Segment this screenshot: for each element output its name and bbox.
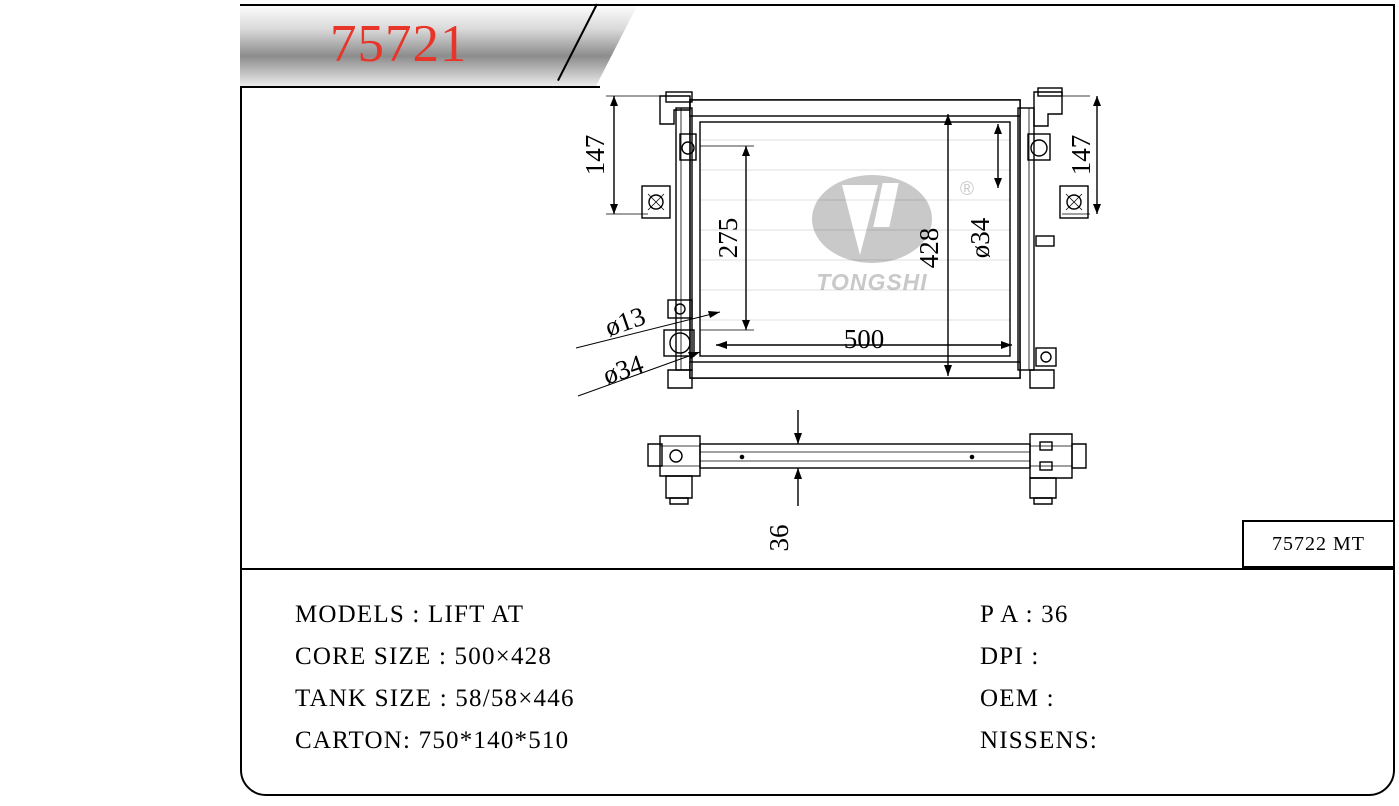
spec-column-right	[980, 594, 1355, 762]
spec-dpi: DPI :	[980, 643, 1040, 670]
section-divider	[240, 568, 1395, 570]
spec-nissens: NISSENS:	[980, 727, 1098, 754]
spec-core-size: CORE SIZE : 500×428	[295, 643, 553, 670]
spec-column-left	[295, 594, 935, 762]
dim-core-inner-height: 275	[713, 217, 743, 259]
spec-tank-size: TANK SIZE : 58/58×446	[295, 685, 575, 712]
spec-oem: OEM :	[980, 685, 1055, 712]
dim-core-width: 500	[843, 324, 885, 354]
dim-bracket-hole-diameter: ø13	[601, 300, 650, 343]
reference-code-label: 75722 MT	[1272, 532, 1365, 555]
dim-left-height: 147	[580, 134, 610, 176]
registered-mark-icon: ®	[960, 179, 974, 200]
dim-outlet-diameter: ø34	[599, 348, 648, 391]
reference-code-box	[1242, 520, 1395, 568]
brand-logo-icon	[812, 175, 974, 267]
spec-models: MODELS : LIFT AT	[295, 601, 525, 628]
dim-depth: 36	[764, 524, 794, 552]
dim-core-height: 428	[914, 227, 944, 269]
ribbon-top-rule	[240, 4, 638, 6]
dim-right-height: 147	[1066, 134, 1096, 176]
part-number: 75721	[330, 15, 468, 73]
spec-table	[295, 594, 1355, 769]
brand-watermark	[782, 175, 974, 296]
spec-carton: CARTON: 750*140*510	[295, 727, 570, 754]
brand-name: TONGSHI	[816, 269, 928, 295]
ribbon-bottom-rule	[240, 86, 600, 88]
spec-pa: P A : 36	[980, 601, 1069, 628]
dim-inlet-diameter: ø34	[965, 217, 995, 259]
